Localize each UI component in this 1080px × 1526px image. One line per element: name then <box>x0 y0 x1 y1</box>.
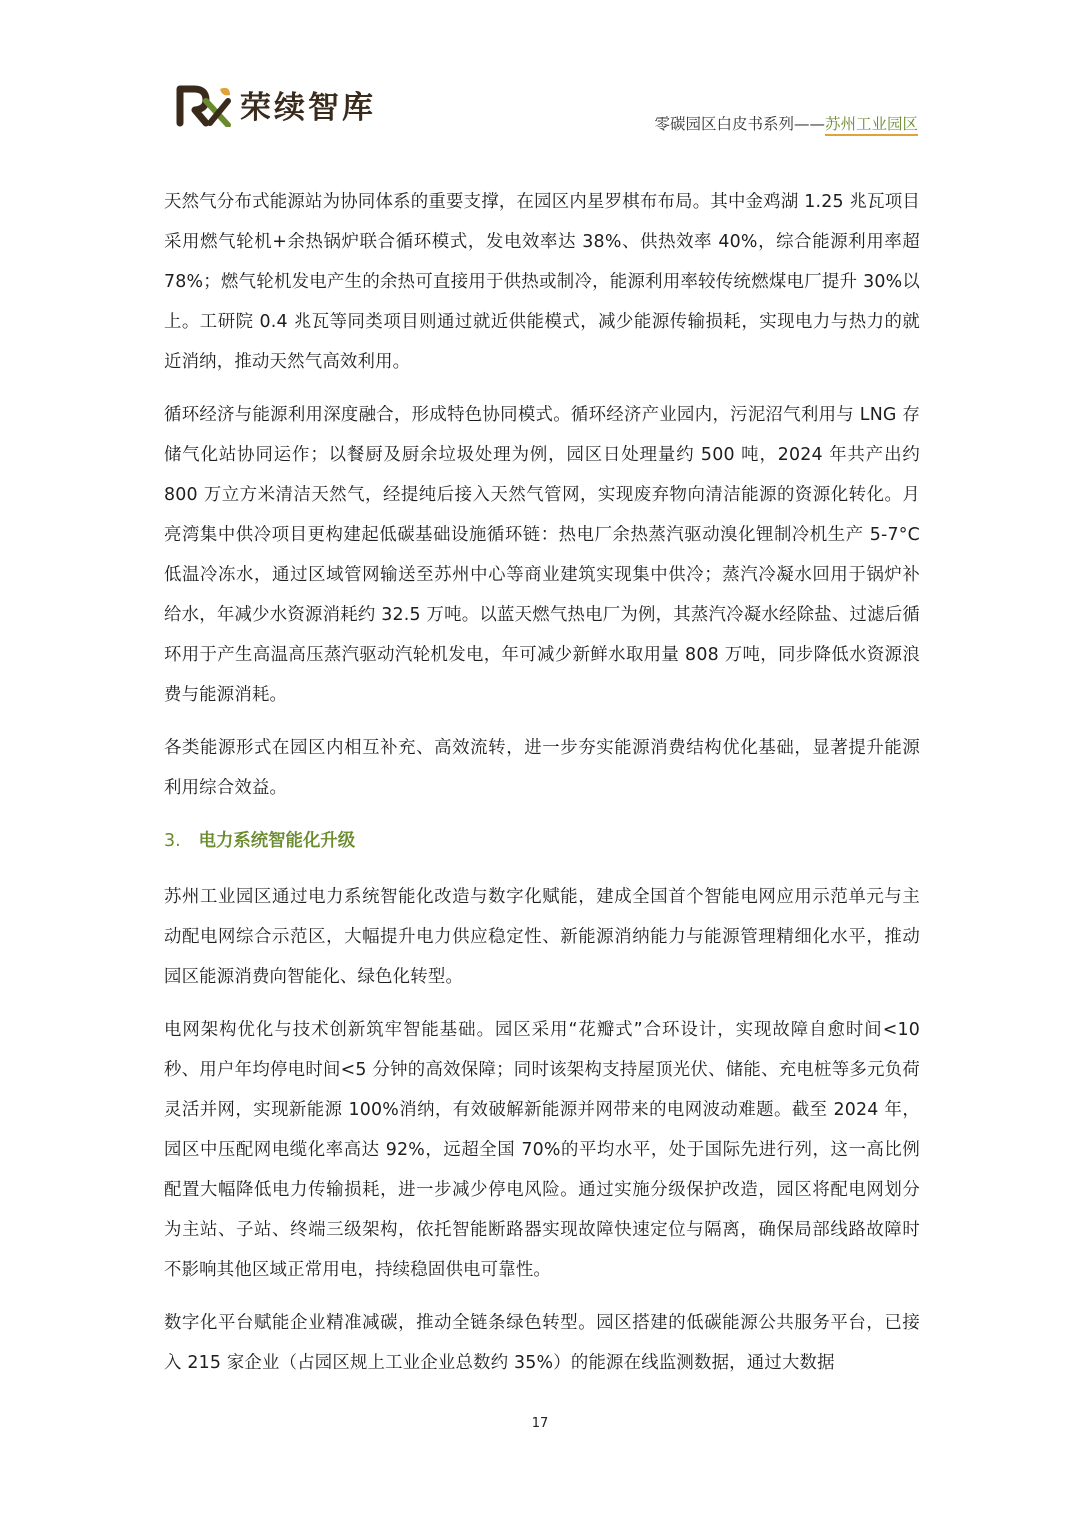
page-header <box>0 0 1080 140</box>
paragraph: 数字化平台赋能企业精准减碳，推动全链条绿色转型。园区搭建的低碳能源公共服务平台，已接入 215 家企业（占园区规上工业企业总数约 35%）的能源在线监测数据，通过大数据 <box>164 1313 920 1373</box>
series-accent: 苏州工业园区 <box>825 115 918 136</box>
section-title: 电力系统智能化升级 <box>198 831 356 851</box>
paragraph: 电网架构优化与技术创新筑牢智能基础。园区采用“花瓣式”合环设计，实现故障自愈时间<10 秒、用户年均停电时间<5 分钟的高效保障；同时该架构支持屋顶光伏、储能、充电桩等多元负荷灵活并网，实现新能源 100%消纳，有效破解新能源并网带来的电网波动难题。截至 2024 年，园区中压配网电缆化率高达 92%，远超全国 70%的平均水平，处于国际先进行列，这一高比例配置大幅降低电力传输损耗，进一步减少停电风险。通过实施分级保护改造，园区将配电网划分为主站、子站、终端三级架构，依托智能断路器实现故障快速定位与隔离，确保局部线路故障时不影响其他区域正常用电，持续稳固供电可靠性。 <box>164 1020 920 1280</box>
paragraph: 天然气分布式能源站为协同体系的重要支撑，在园区内星罗棋布布局。其中金鸡湖 1.25 兆瓦项目采用燃气轮机+余热锅炉联合循环模式，发电效率达 38%、供热效率 40%，综合能源利用率超 78%；燃气轮机发电产生的余热可直接用于供热或制冷，能源利用率较传统燃煤电厂提升 30%以上。工研院 0.4 兆瓦等同类项目则通过就近供能模式，减少能源传输损耗，实现电力与热力的就近消纳，推动天然气高效利用。 <box>164 192 920 372</box>
page-number: 17 <box>531 1416 549 1431</box>
paragraph: 循环经济与能源利用深度融合，形成特色协同模式。循环经济产业园内，污泥沼气利用与 LNG 存储气化站协同运作；以餐厨及厨余垃圾处理为例，园区日处理量约 500 吨，2024 年共产出约 800 万立方米清洁天然气，经提纯后接入天然气管网，实现废弃物向清洁能源的资源化转化。月亮湾集中供冷项目更构建起低碳基础设施循环链：热电厂余热蒸汽驱动溴化锂制冷机生产 5-7°C低温冷冻水，通过区域管网输送至苏州中心等商业建筑实现集中供冷；蒸汽冷凝水回用于锅炉补给水，年减少水资源消耗约 32.5 万吨。以蓝天燃气热电厂为例，其蒸汽冷凝水经除盐、过滤后循环用于产生高温高压蒸汽驱动汽轮机发电，年可减少新鲜水取用量 808 万吨，同步降低水资源浪费与能源消耗。 <box>164 405 920 705</box>
paragraph: 各类能源形式在园区内相互补充、高效流转，进一步夯实能源消费结构优化基础，显著提升能源利用综合效益。 <box>164 738 920 798</box>
logo-text: 荣续智库 <box>240 90 376 126</box>
series-title <box>654 112 918 134</box>
section-number: 3. <box>164 831 181 851</box>
paragraph: 苏州工业园区通过电力系统智能化改造与数字化赋能，建成全国首个智能电网应用示范单元与主动配电网综合示范区，大幅提升电力供应稳定性、新能源消纳能力与能源管理精细化水平，推动园区能源消费向智能化、绿色化转型。 <box>164 887 920 987</box>
series-prefix: 零碳园区白皮书系列—— <box>654 115 825 133</box>
logo <box>176 82 376 127</box>
section-heading <box>164 821 920 861</box>
document-body <box>164 182 920 1396</box>
rx-logo-icon <box>176 83 232 127</box>
